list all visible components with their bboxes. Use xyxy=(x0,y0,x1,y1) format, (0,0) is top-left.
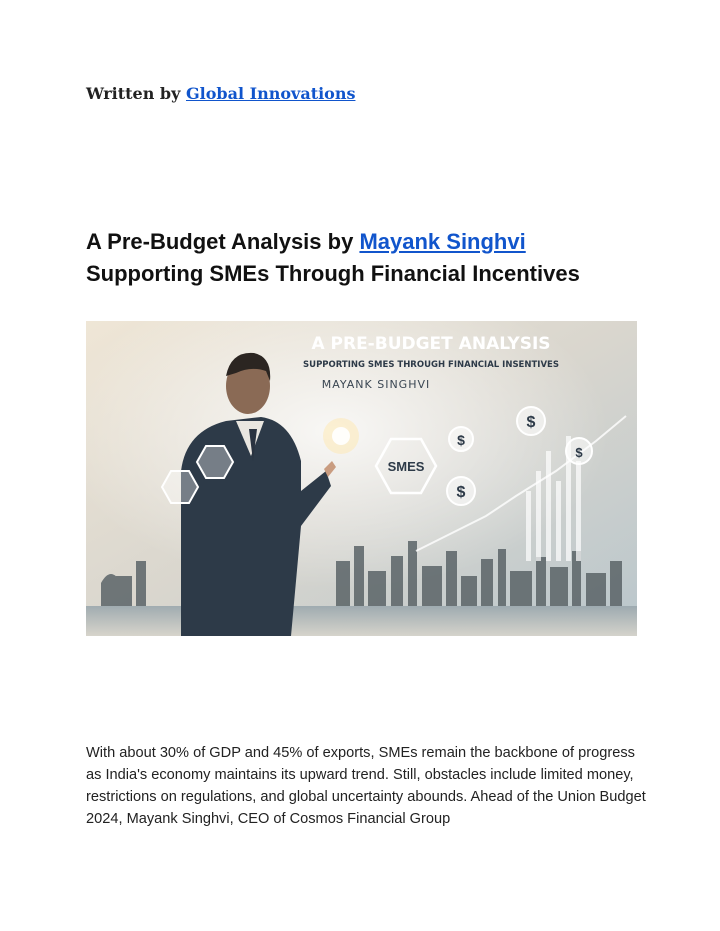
page-title xyxy=(86,226,646,290)
dollar-text-2: $ xyxy=(526,414,536,431)
hero-name: MAYANK SINGHVI xyxy=(321,378,431,391)
title-prefix: A Pre-Budget Analysis by xyxy=(86,229,354,254)
hero-heading: A PRE-BUDGET ANALYSIS xyxy=(311,334,551,354)
title-subtitle: Supporting SMEs Through Financial Incentives xyxy=(86,261,580,286)
dollar-text-3: $ xyxy=(457,432,465,448)
hero-subheading: SUPPORTING SMES THROUGH FINANCIAL INSENTIVES xyxy=(303,360,559,370)
intro-paragraph: With about 30% of GDP and 45% of exports, SMEs remain the backbone of progress as India's economy maintains its upward trend. Still, obstacles include limited money, restrictions on regulations, and global uncertainty abounds. Ahead of the Union Budget 2024, Mayank Singhvi, CEO of Cosmos Financial Group xyxy=(86,745,646,827)
dollar-text-1: $ xyxy=(456,484,466,501)
byline xyxy=(86,84,355,103)
hero-badge-text: SMES xyxy=(387,459,425,474)
hero-illustration xyxy=(86,321,637,636)
article-body xyxy=(86,742,646,830)
title-author-link[interactable]: Mayank Singhvi xyxy=(359,229,526,254)
byline-prefix: Written by xyxy=(86,84,181,103)
dollar-text-4: $ xyxy=(575,445,583,460)
author-link[interactable]: Global Innovations xyxy=(185,84,356,103)
hero-image xyxy=(86,321,637,636)
